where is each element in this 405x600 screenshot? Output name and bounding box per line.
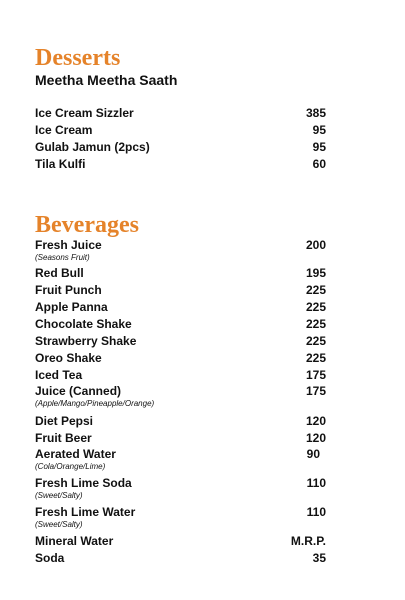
menu-item-note: (Cola/Orange/Lime) <box>35 462 106 471</box>
menu-item-name: Fruit Punch <box>35 283 102 297</box>
menu-item-price: 225 <box>305 351 326 365</box>
menu-item-price: 200 <box>305 238 326 252</box>
menu-item-price: 225 <box>305 334 326 348</box>
menu-item-name: Fresh Juice <box>35 238 102 252</box>
menu-item-name: Soda <box>35 551 65 565</box>
menu-item-name: Mineral Water <box>35 534 114 548</box>
menu-item-price: 110 <box>306 476 326 490</box>
menu-item-name: Gulab Jamun (2pcs) <box>35 140 150 154</box>
menu-item-name: Red Bull <box>35 266 84 280</box>
menu-item-price: 225 <box>305 300 326 314</box>
menu-item-price: 225 <box>305 283 326 297</box>
menu-item-note: (Apple/Mango/Pineapple/Orange) <box>35 399 155 408</box>
menu-item-price: 60 <box>312 157 326 171</box>
menu-item-name: Diet Pepsi <box>35 414 94 428</box>
menu-item-note: (Sweet/Salty) <box>35 491 83 500</box>
beverages-title: Beverages <box>35 212 139 238</box>
menu-item-price: 110 <box>306 505 326 519</box>
menu-item-note: (Seasons Fruit) <box>35 253 90 262</box>
menu-item-price: M.R.P. <box>290 534 326 548</box>
menu-item-name: Oreo Shake <box>35 351 102 365</box>
menu-item-name: Ice Cream Sizzler <box>35 106 134 120</box>
menu-item-name: Chocolate Shake <box>35 317 132 331</box>
menu-item-name: Apple Panna <box>35 300 108 314</box>
menu-item-name: Ice Cream <box>35 123 93 137</box>
menu-item-price: 95 <box>312 140 326 154</box>
menu-item-note: (Sweet/Salty) <box>35 520 83 529</box>
menu-item-name: Fresh Lime Soda <box>35 476 132 490</box>
menu-item-price: 225 <box>305 317 326 331</box>
menu-item-name: Strawberry Shake <box>35 334 137 348</box>
menu-item-price: 385 <box>305 106 326 120</box>
menu-item-price: 175 <box>305 384 326 398</box>
menu-item-price: 120 <box>305 431 326 445</box>
menu-item-price: 195 <box>305 266 326 280</box>
menu-item-price: 35 <box>312 551 326 565</box>
menu-item-name: Tila Kulfi <box>35 157 86 171</box>
menu-item-name: Juice (Canned) <box>35 384 122 398</box>
desserts-title: Desserts <box>35 45 121 71</box>
menu-item-name: Aerated Water <box>35 447 116 461</box>
desserts-subtitle: Meetha Meetha Saath <box>35 72 178 88</box>
menu-item-price: 90 <box>306 447 320 461</box>
menu-item-name: Fruit Beer <box>35 431 92 445</box>
menu-item-name: Fresh Lime Water <box>35 505 136 519</box>
menu-item-price: 175 <box>305 368 326 382</box>
menu-item-price: 120 <box>305 414 326 428</box>
menu-item-price: 95 <box>312 123 326 137</box>
menu-item-name: Iced Tea <box>35 368 83 382</box>
